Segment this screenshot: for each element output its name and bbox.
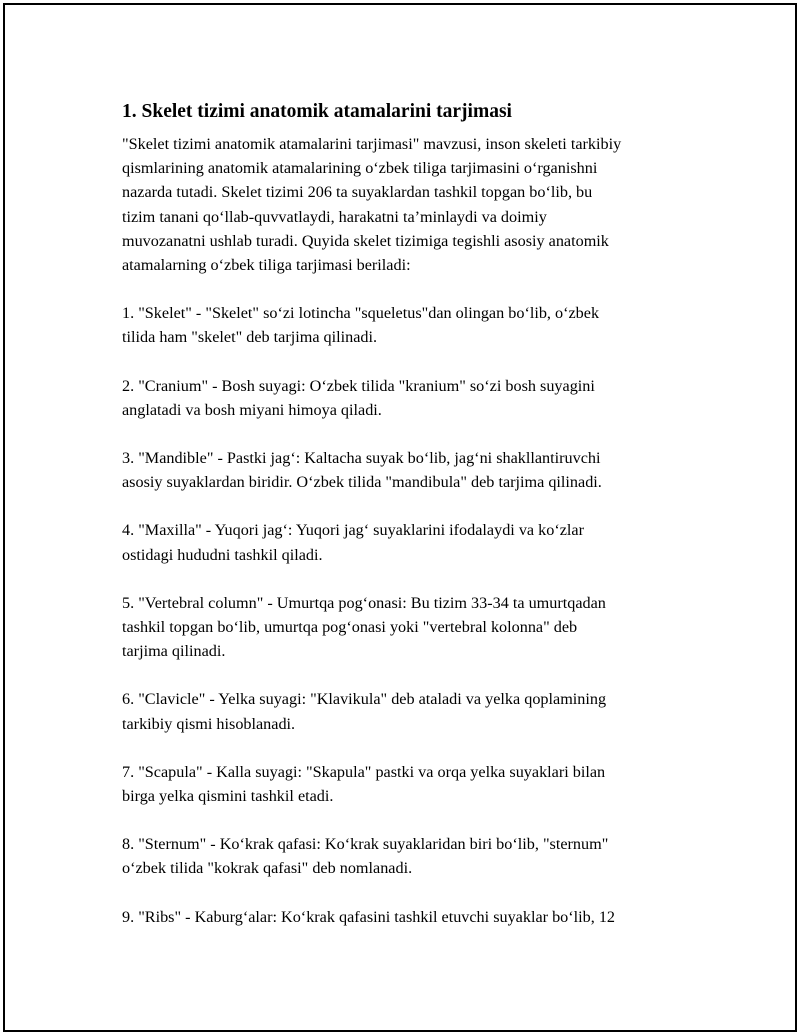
term-item-maxilla: 4. "Maxilla" - Yuqori jag‘: Yuqori jag‘ suyaklarini ifodalaydi va ko‘zlar ostidagi hududni tashkil qiladi. [122, 521, 584, 564]
term-item-sternum: 8. "Sternum" - Ko‘krak qafasi: Ko‘krak suyaklaridan biri bo‘lib, "sternum" o‘zbek tilida "kokrak qafasi" deb nomlanadi. [122, 835, 609, 878]
term-item-mandible: 3. "Mandible" - Pastki jag‘: Kaltacha suyak bo‘lib, jag‘ni shakllantiruvchi asosiy suyaklardan biridir. O‘zbek tilida "mandibula" deb tarjima qilinadi. [122, 449, 602, 492]
term-item-ribs: 9. "Ribs" - Kaburg‘alar: Ko‘krak qafasini tashkil etuvchi suyaklar bo‘lib, 12 [122, 907, 616, 926]
term-item-skelet: 1. "Skelet" - "Skelet" so‘zi lotincha "squeletus"dan olingan bo‘lib, o‘zbek tilida ham "skelet" deb tarjima qilinadi. [122, 304, 600, 347]
term-item-clavicle: 6. "Clavicle" - Yelka suyagi: "Klavikula" deb ataladi va yelka qoplamining tarkibiy qismi hisoblanadi. [122, 690, 607, 733]
term-item-scapula: 7. "Scapula" - Kalla suyagi: "Skapula" pastki va orqa yelka suyaklari bilan birga yelka qismini tashkil etadi. [122, 762, 606, 806]
term-item-vertebral-column: 5. "Vertebral column" - Umurtqa pog‘onasi: Bu tizim 33-34 ta umurtqadan tashkil topgan bo‘lib, umurtqa pog‘onasi yoki "vertebral kolonna" deb tarjima qilinadi. [122, 593, 606, 661]
intro-paragraph: "Skelet tizimi anatomik atamalarini tarjimasi" mavzusi, inson skeleti tarkibiy qismlarining anatomik atamalarining o‘zbek tiligа tarjimasini o‘rganishni nazarda tutadi. Skelet tizimi 206 ta suyaklardan tashkil topgan bo‘lib, bu tizim tanani qo‘llab-quvvatlaydi, harakatni ta’minlaydi va doimiy muvozanatni ushlab turadi. Quyida skelet tizimiga tegishli asosiy anatomik atamalarning o‘zbek tiligа tarjimasi beriladi: [122, 135, 622, 275]
document-body [122, 98, 692, 929]
document-title: 1. Skelet tizimi anatomik atamalarini tarjimasi [122, 101, 512, 122]
term-item-cranium: 2. "Cranium" - Bosh suyagi: O‘zbek tilida "kranium" so‘zi bosh suyagini anglatadi va bosh miyani himoya qiladi. [122, 376, 595, 419]
page-frame [3, 3, 797, 1032]
